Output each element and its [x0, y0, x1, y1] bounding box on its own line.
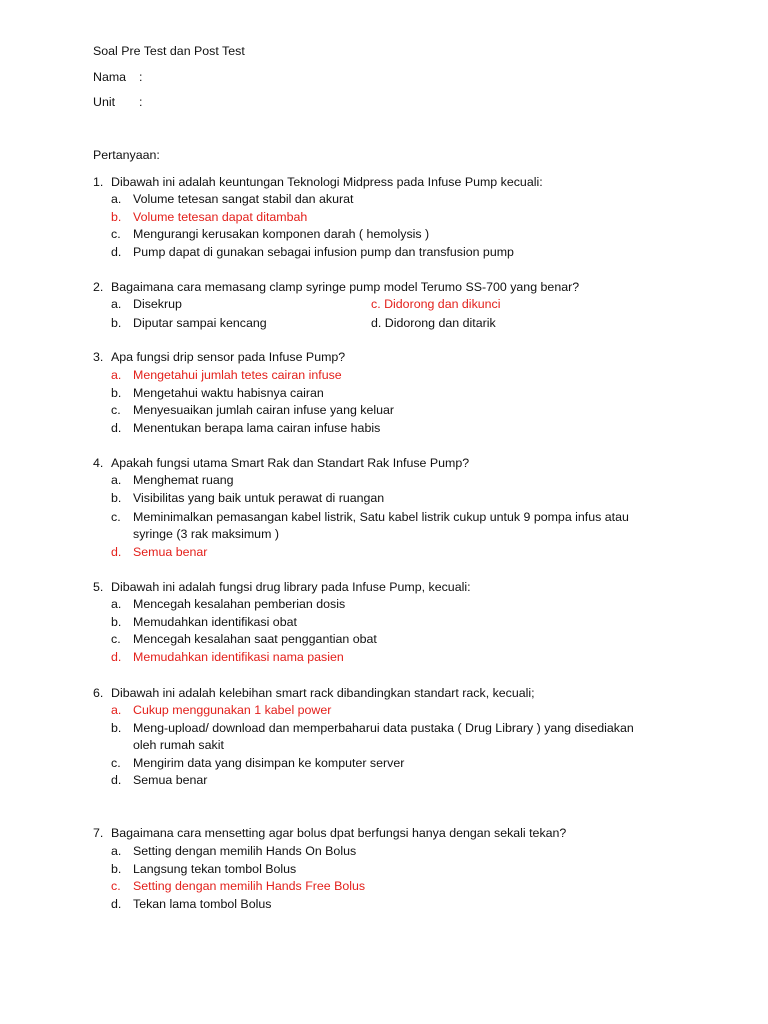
option-text: Pump dapat di gunakan sebagai infusion pump dan transfusion pump: [133, 245, 514, 259]
option-text: Mengetahui waktu habisnya cairan: [133, 386, 324, 400]
question-text: Bagaimana cara memasang clamp syringe pump model Terumo SS-700 yang benar?: [111, 280, 580, 294]
option-letter: b.: [111, 862, 122, 876]
option-letter: d.: [111, 773, 122, 787]
option-text: Mengetahui jumlah tetes cairan infuse: [133, 368, 342, 382]
option-text: Menghemat ruang: [133, 473, 234, 487]
option-letter: b.: [111, 210, 122, 224]
option-letter: d.: [111, 421, 122, 435]
option-letter: a.: [111, 703, 122, 717]
document-title: Soal Pre Test dan Post Test: [93, 44, 245, 58]
option-text: Meng-upload/ download dan memperbaharui data pustaka ( Drug Library ) yang disediakan: [133, 721, 634, 735]
option-text: Memudahkan identifikasi obat: [133, 615, 297, 629]
option-letter: a.: [111, 297, 122, 311]
option-text: Setting dengan memilih Hands On Bolus: [133, 844, 357, 858]
question-text: Bagaimana cara mensetting agar bolus dpat berfungsi hanya dengan sekali tekan?: [111, 826, 567, 840]
option-text: Setting dengan memilih Hands Free Bolus: [133, 879, 366, 893]
option-text: Visibilitas yang baik untuk perawat di ruangan: [133, 491, 385, 505]
option-text: Disekrup: [133, 297, 182, 311]
question-text: Dibawah ini adalah kelebihan smart rack dibandingkan standart rack, kecuali;: [111, 686, 535, 700]
option-letter: a.: [111, 844, 122, 858]
option-text: Volume tetesan dapat ditambah: [133, 210, 308, 224]
question-number: 3.: [93, 350, 104, 364]
nama-label: Nama: [93, 70, 127, 84]
option-text: Mencegah kesalahan saat penggantian obat: [133, 632, 377, 646]
option-letter: b.: [111, 386, 122, 400]
question-text: Apakah fungsi utama Smart Rak dan Standart Rak Infuse Pump?: [111, 456, 470, 470]
option-letter: a.: [111, 368, 122, 382]
option-letter: c.: [111, 510, 121, 524]
question-number: 6.: [93, 686, 104, 700]
option-text: Mengirim data yang disimpan ke komputer server: [133, 756, 405, 770]
option-2d: d. Didorong dan ditarik: [371, 316, 496, 330]
option-letter: b.: [111, 721, 122, 735]
option-4c-continuation: syringe (3 rak maksimum ): [133, 527, 279, 541]
option-letter: c.: [111, 879, 121, 893]
option-text: Semua benar: [133, 773, 208, 787]
option-text: Tekan lama tombol Bolus: [133, 897, 272, 911]
option-letter: c.: [111, 227, 121, 241]
option-letter: c.: [111, 756, 121, 770]
question-text: Dibawah ini adalah fungsi drug library pada Infuse Pump, kecuali:: [111, 580, 471, 594]
option-letter: d.: [111, 545, 122, 559]
option-text: Semua benar: [133, 545, 208, 559]
option-text: Diputar sampai kencang: [133, 316, 267, 330]
option-letter: a.: [111, 192, 122, 206]
question-number: 4.: [93, 456, 104, 470]
option-text: Volume tetesan sangat stabil dan akurat: [133, 192, 354, 206]
question-number: 5.: [93, 580, 104, 594]
option-letter: c.: [111, 632, 121, 646]
option-text: Meminimalkan pemasangan kabel listrik, Satu kabel listrik cukup untuk 9 pompa infus atau: [133, 510, 629, 524]
option-text: Cukup menggunakan 1 kabel power: [133, 703, 332, 717]
option-6b-continuation: oleh rumah sakit: [133, 738, 224, 752]
option-text: Langsung tekan tombol Bolus: [133, 862, 297, 876]
option-letter: b.: [111, 615, 122, 629]
option-text: Mencegah kesalahan pemberian dosis: [133, 597, 346, 611]
questions-intro: Pertanyaan:: [93, 148, 160, 162]
option-letter: a.: [111, 597, 122, 611]
option-text: Memudahkan identifikasi nama pasien: [133, 650, 344, 664]
option-letter: d.: [111, 650, 122, 664]
question-text: Apa fungsi drip sensor pada Infuse Pump?: [111, 350, 346, 364]
option-letter: d.: [111, 245, 122, 259]
option-2c-correct: c. Didorong dan dikunci: [371, 297, 501, 311]
option-text: Mengurangi kerusakan komponen darah ( hemolysis ): [133, 227, 430, 241]
unit-colon: :: [139, 95, 143, 109]
question-number: 1.: [93, 175, 104, 189]
unit-label: Unit: [93, 95, 116, 109]
nama-colon: :: [139, 70, 143, 84]
option-text: Menyesuaikan jumlah cairan infuse yang keluar: [133, 403, 395, 417]
option-letter: b.: [111, 491, 122, 505]
option-text: Menentukan berapa lama cairan infuse habis: [133, 421, 381, 435]
option-letter: b.: [111, 316, 122, 330]
question-text: Dibawah ini adalah keuntungan Teknologi Midpress pada Infuse Pump kecuali:: [111, 175, 543, 189]
option-letter: d.: [111, 897, 122, 911]
question-number: 2.: [93, 280, 104, 294]
question-number: 7.: [93, 826, 104, 840]
option-letter: a.: [111, 473, 122, 487]
option-letter: c.: [111, 403, 121, 417]
